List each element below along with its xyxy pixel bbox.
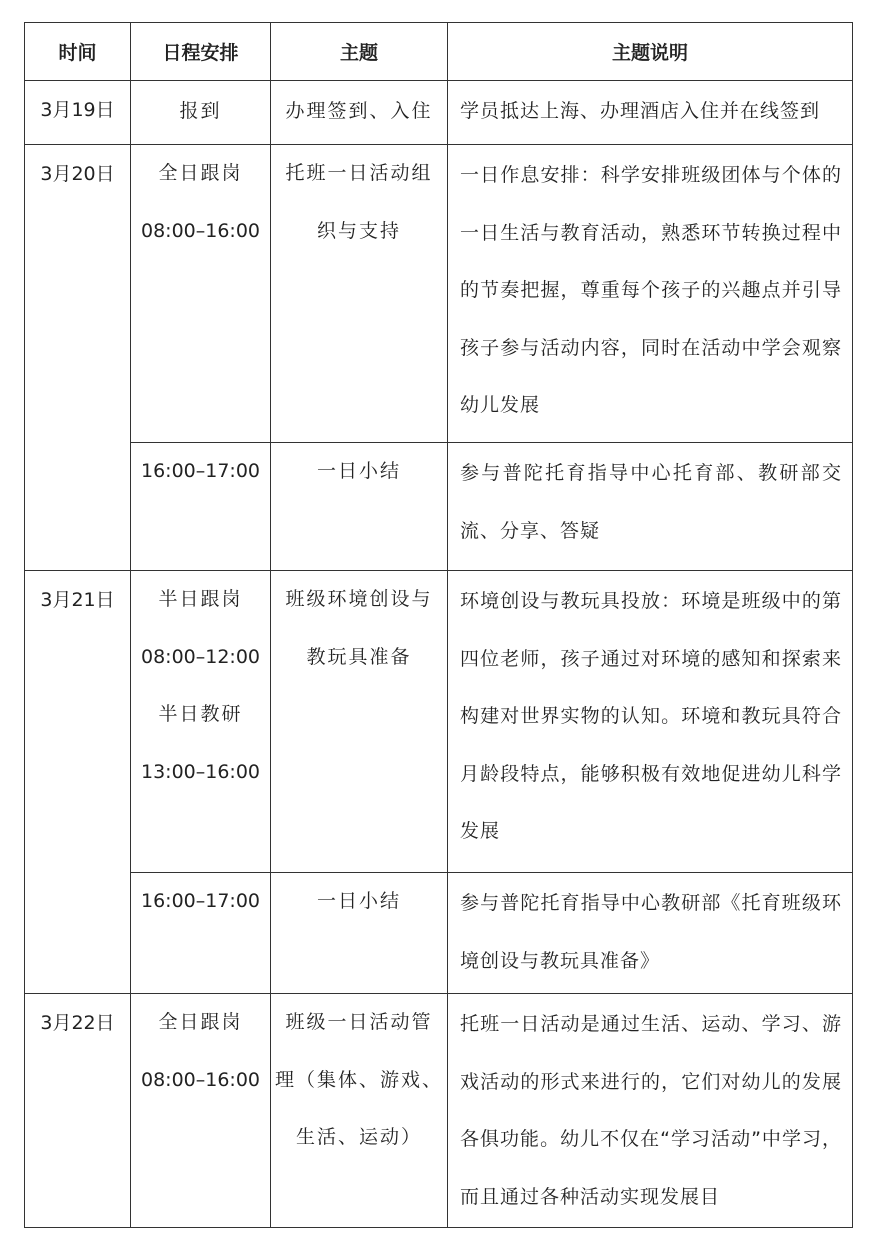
topic-cell xyxy=(271,145,448,443)
schedule-line: 08:00–16:00 xyxy=(140,1068,260,1091)
table-row xyxy=(25,443,853,571)
schedule-line: 16:00–17:00 xyxy=(140,890,260,912)
topic-line: 托班一日活动组 xyxy=(285,162,433,184)
schedule-table xyxy=(24,22,853,1228)
schedule-cell xyxy=(131,571,271,873)
header-row xyxy=(25,23,853,81)
description-cell xyxy=(448,994,853,1228)
description-cell xyxy=(448,873,853,994)
schedule-cell xyxy=(131,81,271,145)
topic-cell xyxy=(271,81,448,145)
schedule-cell xyxy=(131,873,271,994)
header-time: 时间 xyxy=(25,23,131,81)
table-row xyxy=(25,81,853,145)
description-text: 学员抵达上海、办理酒店入住并在线签到 xyxy=(460,100,821,122)
topic-cell xyxy=(271,571,448,873)
schedule-line: 全日跟岗 xyxy=(158,1011,243,1033)
topic-cell xyxy=(271,873,448,994)
description-text: 环境创设与教玩具投放：环境是班级中的第四位老师，孩子通过对环境的感知和探索来构建对世界实物的认知。环境和教玩具符合月龄段特点，能够积极有效地促进幼儿科学发展 xyxy=(460,590,842,842)
schedule-line: 16:00–17:00 xyxy=(140,460,260,482)
topic-line: 班级一日活动管 xyxy=(285,1011,433,1033)
description-cell xyxy=(448,571,853,873)
date-cell: 3月19日 xyxy=(25,81,131,145)
topic-line: 班级环境创设与 xyxy=(285,588,433,610)
schedule-cell xyxy=(131,443,271,571)
table-row xyxy=(25,873,853,994)
date-cell: 3月22日 xyxy=(25,994,131,1228)
topic-cell xyxy=(271,443,448,571)
schedule-cell xyxy=(131,145,271,443)
description-cell xyxy=(448,145,853,443)
table-row xyxy=(25,994,853,1228)
table-row xyxy=(25,145,853,443)
topic-line: 办理签到、入住 xyxy=(285,100,433,122)
header-schedule: 日程安排 xyxy=(131,23,271,81)
header-description: 主题说明 xyxy=(448,23,853,81)
description-text: 托班一日活动是通过生活、运动、学习、游戏活动的形式来进行的，它们对幼儿的发展各俱功能。幼儿不仅在“学习活动”中学习，而且通过各种活动实现发展目 xyxy=(460,1013,842,1208)
schedule-line: 半日教研 xyxy=(158,703,243,725)
description-cell xyxy=(448,443,853,571)
schedule-cell xyxy=(131,994,271,1228)
description-text: 一日作息安排：科学安排班级团体与个体的一日生活与教育活动，熟悉环节转换过程中的节奏把握，尊重每个孩子的兴趣点并引导孩子参与活动内容，同时在活动中学会观察幼儿发展 xyxy=(460,164,842,416)
date-cell: 3月20日 xyxy=(25,145,131,571)
topic-line: 教玩具准备 xyxy=(306,645,412,668)
topic-line: 生活、运动） xyxy=(295,1126,422,1148)
topic-line: 一日小结 xyxy=(316,890,401,912)
header-topic: 主题 xyxy=(271,23,448,81)
schedule-line: 半日跟岗 xyxy=(158,588,243,610)
schedule-line: 报到 xyxy=(179,100,222,122)
topic-line: 理（集体、游戏、 xyxy=(274,1068,443,1091)
description-text: 参与普陀托育指导中心托育部、教研部交流、分享、答疑 xyxy=(460,462,842,542)
schedule-line: 08:00–12:00 xyxy=(140,645,260,668)
date-cell: 3月21日 xyxy=(25,571,131,994)
table-row xyxy=(25,571,853,873)
topic-line: 一日小结 xyxy=(316,460,401,482)
topic-cell xyxy=(271,994,448,1228)
schedule-line: 13:00–16:00 xyxy=(140,760,260,783)
schedule-line: 全日跟岗 xyxy=(158,162,243,184)
description-text: 参与普陀托育指导中心教研部《托育班级环境创设与教玩具准备》 xyxy=(460,892,842,972)
topic-line: 织与支持 xyxy=(316,219,401,242)
schedule-line: 08:00–16:00 xyxy=(140,219,260,242)
description-cell xyxy=(448,81,853,145)
